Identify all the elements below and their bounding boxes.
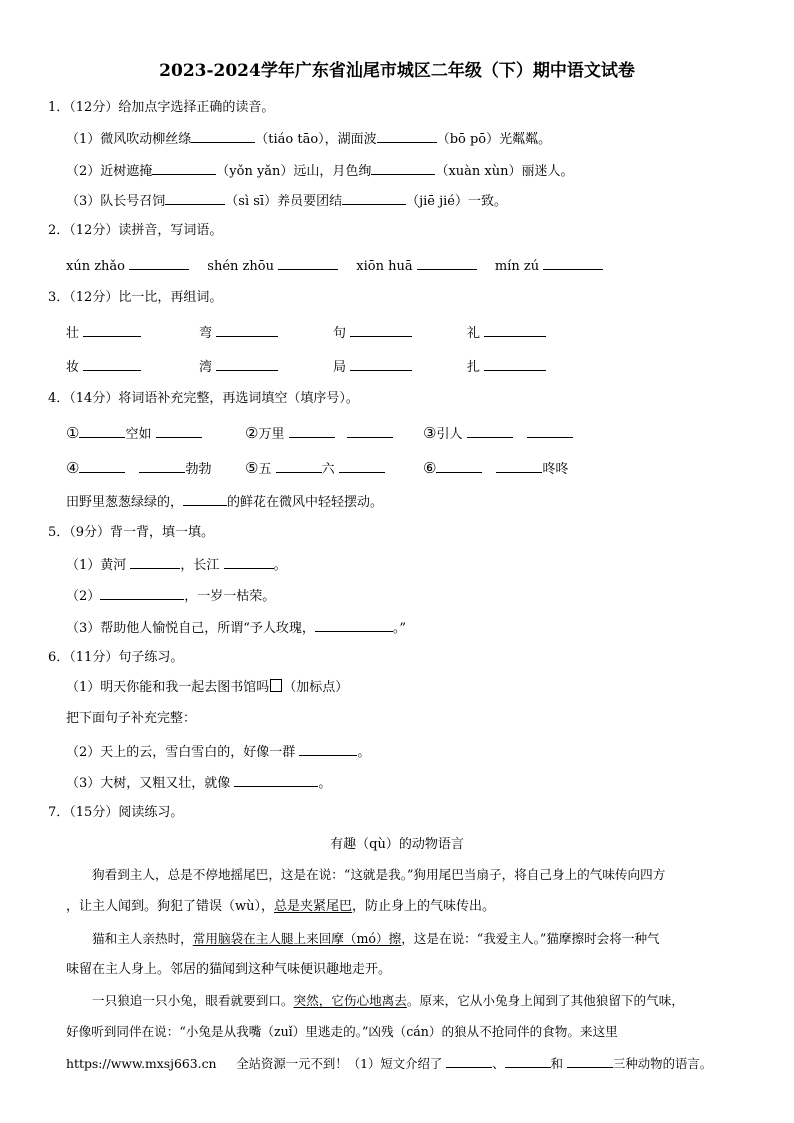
char: 壮 — [66, 326, 80, 341]
blank[interactable] — [350, 323, 412, 337]
passage-p1-line2 — [66, 898, 495, 916]
q5-line2 — [66, 586, 275, 606]
blank[interactable] — [83, 357, 141, 371]
blank[interactable] — [130, 555, 180, 569]
num: ⑤ — [245, 459, 259, 477]
blank[interactable] — [339, 459, 385, 473]
q1-l1-text2: （tiáo tāo），湖面波 — [255, 132, 377, 147]
q3-row1-c1 — [66, 323, 141, 343]
num: ① — [66, 424, 80, 442]
char: 局 — [333, 360, 347, 375]
blank[interactable] — [289, 424, 335, 438]
q6-line4 — [66, 773, 331, 793]
blank[interactable] — [417, 256, 477, 270]
q3-row2-c4 — [467, 357, 546, 377]
footer-url[interactable]: https://www.mxsj663.cn — [66, 1056, 217, 1071]
text: （3）帮助他人愉悦自己，所谓“予人玫瑰， — [66, 621, 315, 636]
blank[interactable] — [276, 459, 322, 473]
num: ④ — [66, 459, 80, 477]
q1-l3-text: （3）队长号召饲 — [66, 194, 166, 209]
q2-heading: 2．（12分）读拼音，写词语。 — [48, 223, 223, 238]
q4-item4 — [66, 459, 211, 479]
char: 扎 — [467, 360, 481, 375]
pinyin: mín zú — [494, 259, 540, 274]
blank[interactable] — [156, 424, 202, 438]
q2-pinyin-row — [66, 256, 603, 276]
q3-row2-c1 — [66, 357, 141, 377]
blank[interactable] — [216, 323, 278, 337]
char: 湾 — [199, 360, 213, 375]
text: 。原来，它从小兔身上闻到了其他狼留下的气味， — [406, 993, 684, 1008]
underlined-text: 突然，它伤心地离去 — [293, 993, 407, 1008]
pinyin: shén zhōu — [207, 259, 274, 274]
underlined-text: 常用脑袋在主人腿上来回摩（mó）擦 — [192, 931, 402, 946]
pinyin: xiōn huā — [356, 259, 413, 274]
q4-item3 — [423, 424, 573, 444]
q3-row1-c4 — [467, 323, 546, 343]
text: 。” — [392, 621, 407, 636]
num: ⑥ — [423, 459, 437, 477]
text: 一只狼追一只小兔，眼看就要到口。 — [92, 993, 294, 1008]
text: 田野里葱葱绿绿的， — [66, 495, 184, 510]
char: 妆 — [66, 360, 80, 375]
text: 、 — [492, 1056, 505, 1071]
underlined-text: 总是夹紧尾巴 — [274, 899, 353, 914]
blank[interactable] — [139, 459, 185, 473]
punctuation-box[interactable] — [270, 679, 282, 692]
blank[interactable] — [83, 323, 141, 337]
passage-p1-line1: 狗看到主人，总是不停地摇尾巴，这是在说：“这就是我。”狗用尾巴当扇子，将自己身上的气味传向四方 — [92, 867, 666, 882]
blank[interactable] — [484, 357, 546, 371]
q3-row1-c3 — [333, 323, 412, 343]
q1-heading: 1．（12分）给加点字选择正确的读音。 — [48, 100, 275, 115]
blank[interactable] — [446, 1054, 492, 1068]
blank[interactable] — [234, 773, 318, 787]
q1-l2-text2: （yǒn yǎn）远山，月色绚 — [216, 164, 372, 179]
text: （1）明天你能和我一起去图书馆吗 — [66, 680, 270, 695]
passage-p2-line1 — [92, 930, 660, 948]
blank[interactable] — [152, 161, 216, 175]
blank[interactable] — [315, 618, 393, 632]
passage-p2-line2: 味留在主人身上。邻居的猫闻到这种气味便识趣地走开。 — [66, 962, 392, 977]
q3-row2-c2 — [199, 357, 278, 377]
word: 空如 — [125, 427, 152, 442]
q1-l3-text3: （jiē jié）一致。 — [406, 194, 507, 209]
q6-heading: 6．（11分）句子练习。 — [48, 650, 184, 665]
text: （3）大树，又粗又壮，就像 — [66, 776, 231, 791]
blank[interactable] — [342, 191, 406, 205]
blank[interactable] — [129, 256, 189, 270]
page-title: 2023-2024学年广东省汕尾市城区二年级（下）期中语文试卷 — [159, 61, 635, 81]
blank[interactable] — [567, 1054, 613, 1068]
q5-line3 — [66, 618, 406, 638]
q1-l1-text: （1）微风吹动柳丝绦 — [66, 132, 192, 147]
char: 礼 — [467, 326, 481, 341]
q4-heading: 4．（14分）将词语补充完整，再选词填空（填序号）。 — [48, 391, 359, 406]
text: 。 — [318, 776, 332, 791]
text: 三种动物的语言。 — [613, 1056, 713, 1071]
text: ，一岁一枯荣。 — [184, 589, 276, 604]
word: 六 — [321, 462, 335, 477]
blank[interactable] — [299, 742, 357, 756]
text: ，防止身上的气味传出。 — [352, 899, 496, 914]
blank[interactable] — [224, 555, 274, 569]
q4-item2 — [245, 424, 393, 444]
text: 。 — [273, 558, 287, 573]
text: （2） — [66, 589, 101, 604]
q5-heading: 5．（9分）背一背，填一填。 — [48, 525, 215, 540]
text: ，让主人闻到。狗犯了错误（wù）， — [66, 899, 275, 914]
word: 引人 — [436, 427, 463, 442]
blank[interactable] — [183, 492, 227, 506]
footer-line — [66, 1054, 712, 1073]
q6-line1 — [66, 679, 348, 697]
passage-title: 有趣（qù）的动物语言 — [330, 837, 464, 852]
q1-l2-text: （2）近树遮掩 — [66, 164, 153, 179]
q5-line1 — [66, 555, 287, 575]
text: （2）天上的云，雪白雪白的，好像一群 — [66, 745, 296, 760]
text: ，长江 — [180, 558, 220, 573]
text: 全站资源一元不到！（1）短文介绍了 — [236, 1056, 443, 1071]
blank[interactable] — [496, 459, 542, 473]
q1-l2-text3: （xuàn xùn）丽迷人。 — [435, 164, 574, 179]
q6-line3 — [66, 742, 370, 762]
q3-row1-c2 — [199, 323, 278, 343]
text: 猫和主人亲热时， — [92, 931, 193, 946]
char: 句 — [333, 326, 347, 341]
q4-item5 — [245, 459, 385, 479]
text: 和 — [550, 1056, 564, 1071]
q1-l3-text2: （sì sī）养员要团结 — [225, 194, 343, 209]
text: （加标点） — [283, 680, 349, 695]
passage-p3-line2: 好像听到同伴在说：“小兔是从我嘴（zuǐ）里逃走的。”凶残（cán）的狼从不抢同伴的食物。来这里 — [66, 1024, 618, 1039]
q4-sentence — [66, 492, 383, 512]
q3-heading: 3．（12分）比一比，再组词。 — [48, 290, 223, 305]
q7-heading: 7．（15分）阅读练习。 — [48, 805, 184, 820]
blank[interactable] — [100, 586, 184, 600]
num: ③ — [423, 424, 437, 442]
q4-item1 — [66, 424, 202, 444]
blank[interactable] — [371, 161, 435, 175]
blank[interactable] — [543, 256, 603, 270]
blank[interactable] — [216, 357, 278, 371]
blank[interactable] — [350, 357, 412, 371]
q1-line3 — [66, 191, 507, 211]
q3-row2-c3 — [333, 357, 412, 377]
word: 勃勃 — [185, 462, 212, 477]
text: （1）黄河 — [66, 558, 127, 573]
word: 五 — [258, 462, 272, 477]
blank[interactable] — [79, 459, 125, 473]
text: 。 — [357, 745, 371, 760]
blank[interactable] — [467, 424, 513, 438]
word: 万里 — [258, 427, 285, 442]
blank[interactable] — [79, 424, 125, 438]
q6-line2: 把下面句子补充完整： — [66, 711, 197, 726]
blank[interactable] — [527, 424, 573, 438]
blank[interactable] — [436, 459, 482, 473]
text: ，这是在说：“我爱主人。”猫摩擦时会将一种气 — [401, 931, 660, 946]
text: 的鲜花在微风中轻轻摆动。 — [227, 495, 384, 510]
char: 弯 — [199, 326, 213, 341]
q1-line2 — [66, 161, 573, 181]
blank[interactable] — [278, 256, 338, 270]
q1-line1 — [66, 129, 551, 149]
num: ② — [245, 424, 259, 442]
q4-item6 — [423, 459, 568, 479]
pinyin: xún zhǎo — [66, 259, 126, 274]
q1-l1-text3: （bō pō）光粼粼。 — [436, 132, 552, 147]
passage-p3-line1 — [92, 992, 684, 1010]
blank[interactable] — [505, 1054, 551, 1068]
blank[interactable] — [347, 424, 393, 438]
blank[interactable] — [191, 129, 255, 143]
word: 咚咚 — [542, 462, 569, 477]
blank[interactable] — [165, 191, 225, 205]
blank[interactable] — [377, 129, 437, 143]
blank[interactable] — [484, 323, 546, 337]
